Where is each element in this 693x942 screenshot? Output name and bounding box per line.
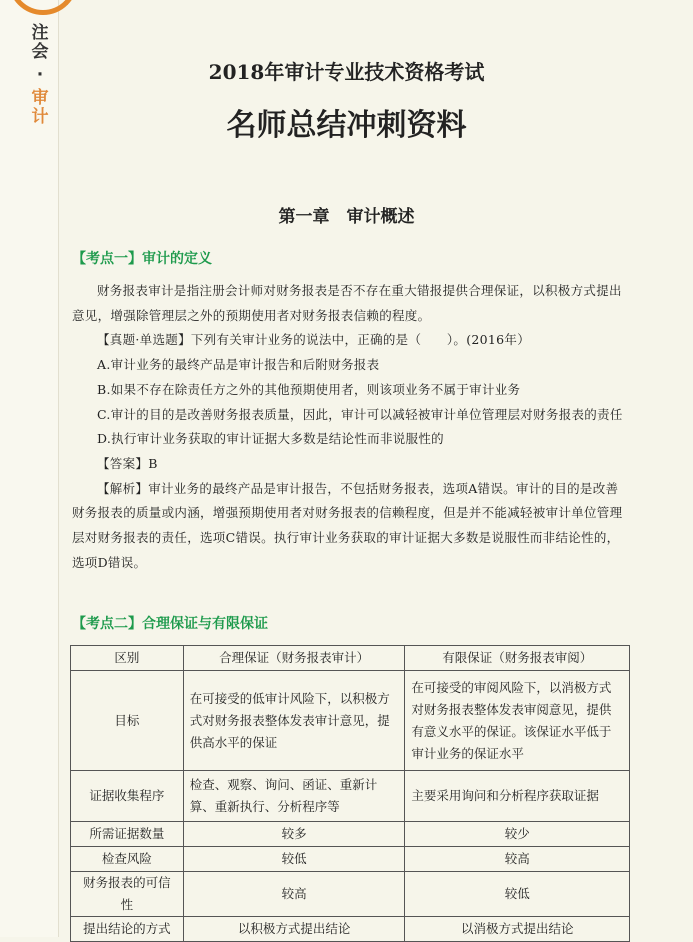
table-cell: 较少 — [405, 822, 630, 847]
table-cell: 较低 — [405, 872, 630, 917]
row-label: 财务报表的可信性 — [71, 872, 184, 917]
paragraph: 财务报表审计是指注册会计师对财务报表是否不存在重大错报提供合理保证，以积极方式提出意见，增强除管理层之外的预期使用者对财务报表信赖的程度。 — [72, 283, 622, 323]
brand-dot: · — [36, 65, 44, 85]
table-row — [71, 847, 630, 872]
table-cell: 检查、观察、询问、函证、重新计算、重新执行、分析程序等 — [183, 771, 405, 822]
row-label: 提出结论的方式 — [71, 917, 184, 942]
header-cell: 区别 — [71, 646, 184, 671]
table-cell: 较多 — [183, 822, 405, 847]
table-row — [71, 822, 630, 847]
brand-top: 注会 — [31, 23, 49, 62]
option-a: A.审计业务的最终产品是审计报告和后附财务报表 — [97, 357, 380, 373]
table-cell: 主要采用询问和分析程序获取证据 — [405, 771, 630, 822]
doc-title: 名师总结冲刺资料 — [226, 108, 467, 143]
row-label: 证据收集程序 — [71, 771, 184, 822]
table-row — [71, 872, 630, 917]
section1-heading: 【考点一】审计的定义 — [72, 251, 212, 267]
option-d: D.执行审计业务获取的审计证据大多数是结论性而非说服性的 — [97, 431, 444, 447]
table-cell: 较高 — [183, 872, 405, 917]
exam-title: 2018年审计专业技术资格考试 — [208, 60, 485, 84]
row-label: 目标 — [71, 671, 184, 771]
analysis: 【解析】审计业务的最终产品是审计报告，不包括财务报表，选项A错误。审计的目的是改善财务报表的质量或内涵，增强预期使用者对财务报表的信赖程度，但是并不能减轻被审计单位管理层对财务报表的责任，选项C错误。执行审计业务获取的审计证据大多数是说服性而非结论性的，选项D错误。 — [72, 480, 623, 570]
section1-body — [72, 279, 630, 575]
table-cell: 以消极方式提出结论 — [405, 917, 630, 942]
table-cell: 较低 — [183, 847, 405, 872]
brand-bottom: 审计 — [31, 88, 49, 127]
table-header-row — [71, 646, 630, 671]
header-cell: 有限保证（财务报表审阅） — [405, 646, 630, 671]
row-label: 检查风险 — [71, 847, 184, 872]
answer: 【答案】B — [97, 455, 158, 471]
table-cell: 在可接受的审阅风险下，以消极方式对财务报表整体发表审阅意见，提供有意义水平的保证。该保证水平低于审计业务的保证水平 — [405, 671, 630, 771]
option-c: C.审计的目的是改善财务报表质量，因此，审计可以减轻被审计单位管理层对财务报表的责任 — [97, 406, 623, 422]
table-cell: 较高 — [405, 847, 630, 872]
section2-heading: 【考点二】合理保证与有限保证 — [72, 616, 268, 632]
table-row — [71, 917, 630, 942]
comparison-table — [70, 645, 630, 942]
header-cell: 合理保证（财务报表审计） — [183, 646, 405, 671]
table-row — [71, 671, 630, 771]
option-b: B.如果不存在除责任方之外的其他预期使用者，则该项业务不属于审计业务 — [97, 381, 521, 397]
row-label: 所需证据数量 — [71, 822, 184, 847]
question: 【真题·单选题】下列有关审计业务的说法中，正确的是（ ）。(2016年） — [97, 332, 531, 348]
chapter-title: 第一章 审计概述 — [278, 207, 415, 227]
table-row — [71, 771, 630, 822]
logo-icon — [8, 0, 78, 15]
table-cell: 以积极方式提出结论 — [183, 917, 405, 942]
table-cell: 在可接受的低审计风险下，以积极方式对财务报表整体发表审计意见，提供高水平的保证 — [183, 671, 405, 771]
